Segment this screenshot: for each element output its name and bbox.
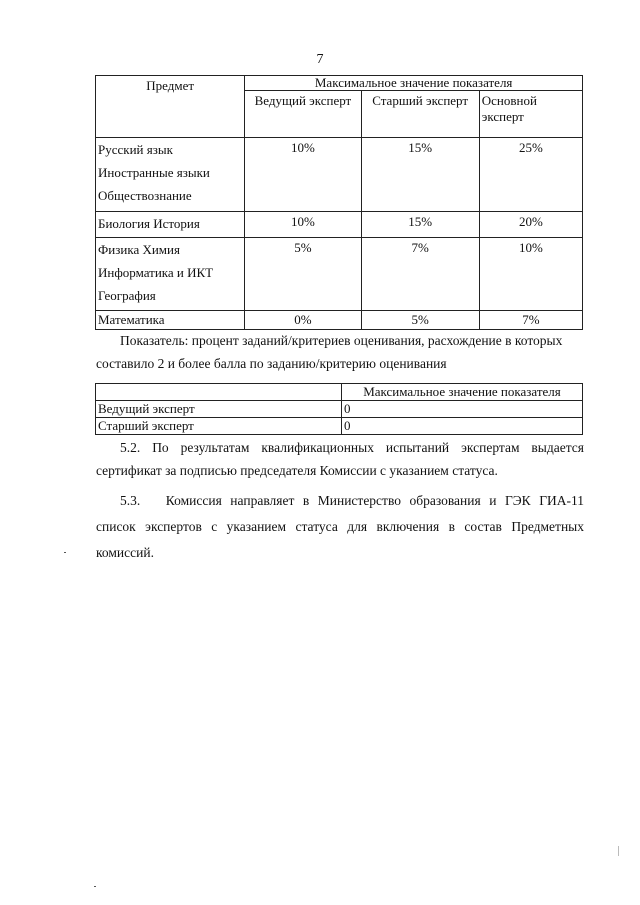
value-lead: 10% bbox=[245, 138, 361, 212]
indicator-line: составило 2 и более балла по заданию/критерию оценивания bbox=[96, 356, 447, 371]
subject-cell bbox=[96, 138, 245, 212]
value-lead: 0% bbox=[245, 311, 361, 330]
clause-line: 5.2. По результатам квалификационных испытаний экспертам выдается bbox=[120, 440, 584, 455]
role-header-main: Основной эксперт bbox=[479, 91, 582, 138]
value-main: 20% bbox=[479, 212, 582, 238]
value-main: 10% bbox=[479, 238, 582, 311]
table-row bbox=[96, 212, 583, 238]
role-header-senior: Старший эксперт bbox=[361, 91, 479, 138]
subject-name: Иностранные языки bbox=[98, 165, 210, 180]
subject-name: Биология История bbox=[98, 216, 200, 231]
value-lead: 10% bbox=[245, 212, 361, 238]
max-value-header: Максимальное значение показателя bbox=[245, 76, 583, 91]
max-value-header: Максимальное значение показателя bbox=[342, 384, 583, 401]
clause-line: 5.3. Комиссия направляет в Министерство образования и ГЭК ГИА-11 bbox=[120, 493, 584, 508]
value-senior: 7% bbox=[361, 238, 479, 311]
indicator-paragraph bbox=[96, 329, 584, 375]
scan-edge-mark bbox=[618, 846, 619, 856]
role-cell: Старший эксперт bbox=[96, 418, 342, 435]
subject-cell bbox=[96, 238, 245, 311]
clause-line: список экспертов с указанием статуса для включения в состав Предметных bbox=[96, 519, 584, 534]
value-cell: 0 bbox=[342, 418, 583, 435]
subject-name: География bbox=[98, 288, 156, 303]
empty-header-cell bbox=[96, 384, 342, 401]
table-row bbox=[96, 418, 583, 435]
clause-5-3 bbox=[96, 488, 584, 566]
clause-line: комиссий. bbox=[96, 545, 154, 560]
clause-5-2 bbox=[96, 436, 584, 482]
indicator-line: Показатель: процент заданий/критериев оценивания, расхождение в которых bbox=[120, 333, 563, 348]
role-cell: Ведущий эксперт bbox=[96, 401, 342, 418]
discrepancy-threshold-table bbox=[95, 383, 583, 435]
scan-speck bbox=[64, 552, 66, 553]
subject-name: Математика bbox=[98, 312, 165, 327]
value-cell: 0 bbox=[342, 401, 583, 418]
value-lead: 5% bbox=[245, 238, 361, 311]
subject-name: Обществознание bbox=[98, 188, 192, 203]
value-main: 25% bbox=[479, 138, 582, 212]
scan-speck bbox=[94, 886, 96, 887]
subject-name: Русский язык bbox=[98, 142, 173, 157]
clause-line: сертификат за подписью председателя Комиссии с указанием статуса. bbox=[96, 463, 498, 478]
table-row bbox=[96, 401, 583, 418]
value-main: 7% bbox=[479, 311, 582, 330]
page-number: 7 bbox=[316, 52, 324, 67]
subject-column-header: Предмет bbox=[96, 76, 245, 138]
subject-cell bbox=[96, 311, 245, 330]
value-senior: 15% bbox=[361, 138, 479, 212]
subject-cell bbox=[96, 212, 245, 238]
role-header-lead: Ведущий эксперт bbox=[245, 91, 361, 138]
expert-threshold-table bbox=[95, 75, 583, 330]
value-senior: 5% bbox=[361, 311, 479, 330]
value-senior: 15% bbox=[361, 212, 479, 238]
subject-name: Информатика и ИКТ bbox=[98, 265, 214, 280]
table-row bbox=[96, 311, 583, 330]
table-row bbox=[96, 238, 583, 311]
table-row bbox=[96, 138, 583, 212]
subject-name: Физика Химия bbox=[98, 242, 180, 257]
